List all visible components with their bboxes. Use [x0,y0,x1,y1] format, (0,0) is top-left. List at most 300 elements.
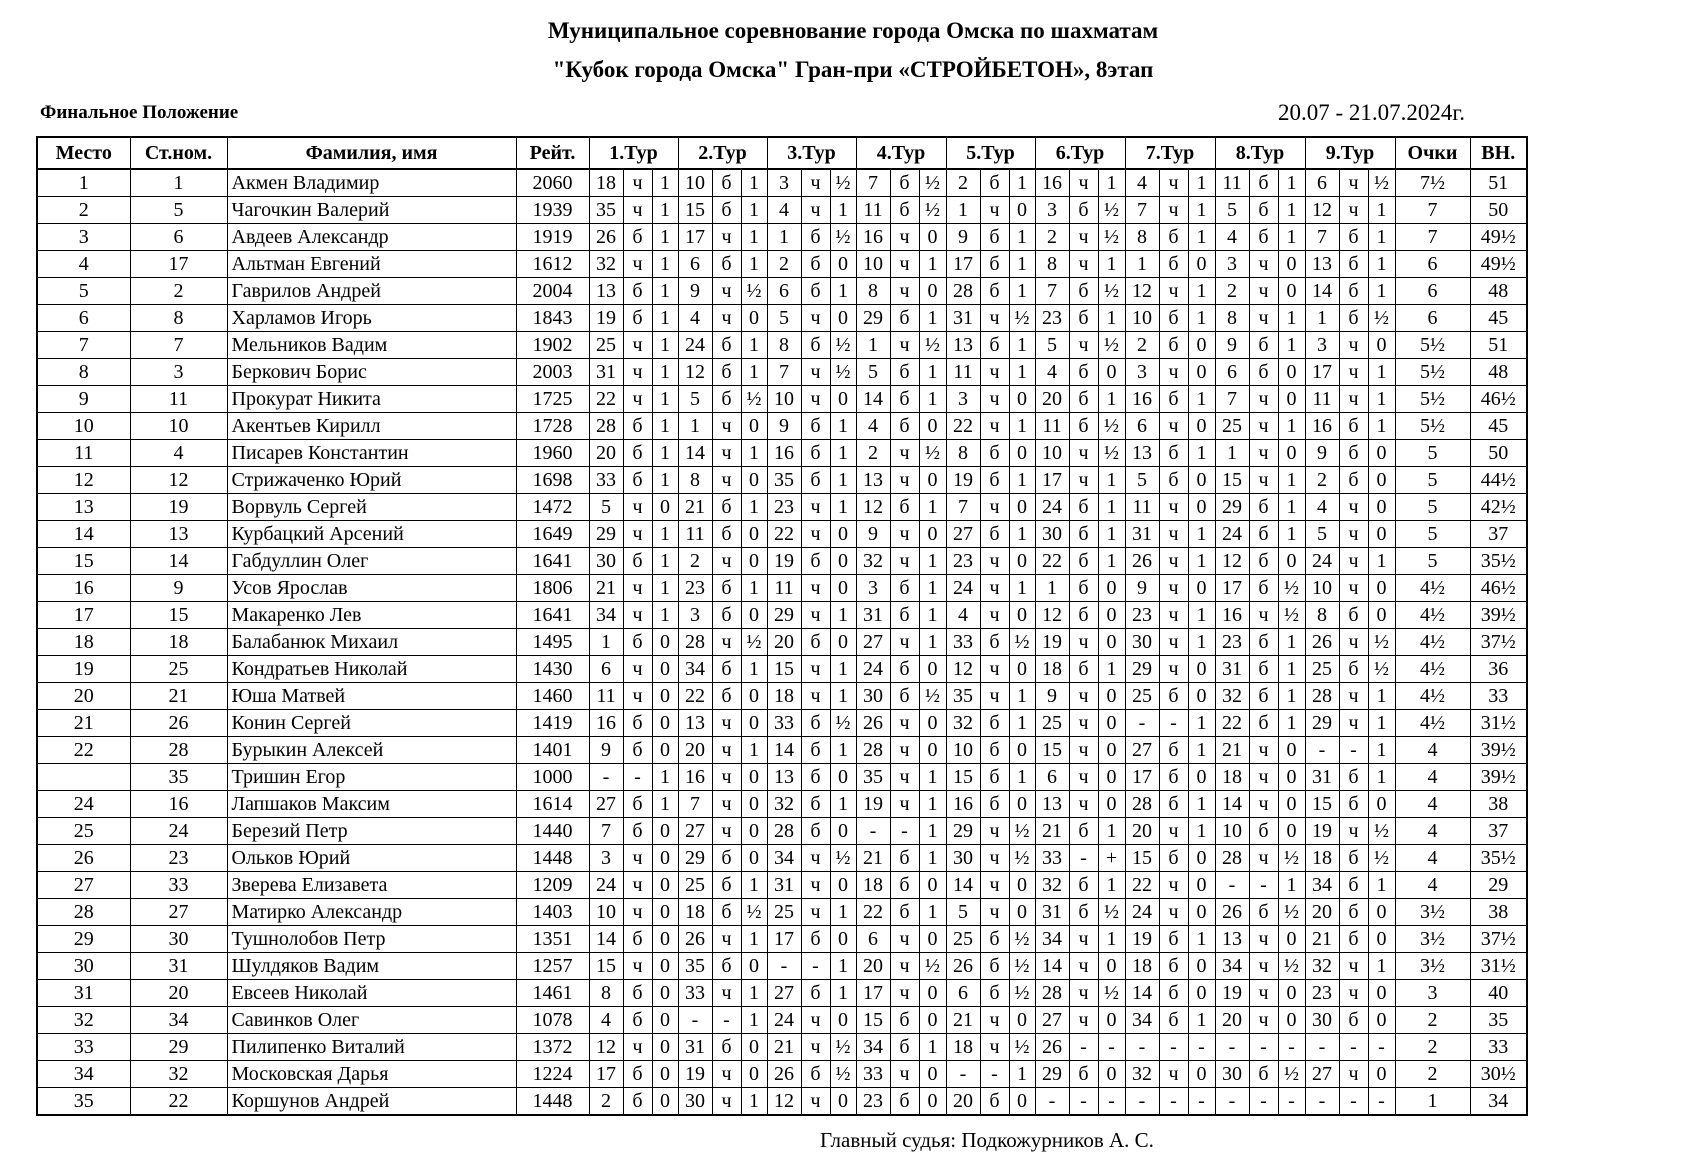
round-color-cell: ч [623,386,652,413]
round-color-cell: б [1159,980,1188,1007]
round-result-cell: 1 [830,656,856,683]
points-cell: 5 [1395,548,1470,575]
round-opponent-cell: 29 [1125,656,1159,683]
round-opponent-cell: 12 [946,656,980,683]
tiebreak-cell: 45 [1470,413,1527,440]
round-color-cell: ч [712,737,741,764]
round-opponent-cell: 8 [1125,224,1159,251]
round-result-cell: 1 [1188,818,1215,845]
round-result-cell: ½ [1098,899,1125,926]
round-result-cell: 0 [919,413,946,440]
header-round-1: 1.Тур [589,137,678,169]
rating-cell: 1419 [516,710,589,737]
round-color-cell: ч [801,575,830,602]
round-opponent-cell: 12 [767,1088,801,1116]
round-opponent-cell: 19 [678,1061,712,1088]
header-round-2: 2.Тур [678,137,767,169]
round-color-cell: б [1069,872,1098,899]
round-result-cell: 0 [1009,494,1035,521]
player-name-cell: Харламов Игорь [227,305,516,332]
round-opponent-cell: 21 [767,1034,801,1061]
round-result-cell: 1 [652,521,678,548]
round-color-cell: ч [1249,386,1278,413]
rating-cell: 1902 [516,332,589,359]
round-color-cell: б [623,791,652,818]
round-result-cell: 0 [652,737,678,764]
header-points: Очки [1395,137,1470,169]
round-opponent-cell: 14 [1215,791,1249,818]
round-color-cell: ч [1069,926,1098,953]
round-result-cell: 0 [652,629,678,656]
round-result-cell: ½ [1009,1034,1035,1061]
round-result-cell: ½ [1009,629,1035,656]
round-color-cell: ч [890,251,919,278]
round-result-cell: 1 [1009,251,1035,278]
table-row [37,169,1527,197]
round-opponent-cell: 28 [946,278,980,305]
round-color-cell: ч [801,169,830,197]
round-opponent-cell: 7 [1215,386,1249,413]
place-cell: 3 [37,224,130,251]
round-opponent-cell: 26 [589,224,623,251]
points-cell: 6 [1395,278,1470,305]
player-name-cell: Курбацкий Арсений [227,521,516,548]
round-result-cell: 0 [1009,548,1035,575]
round-opponent-cell: 8 [678,467,712,494]
round-result-cell: 0 [741,791,767,818]
rating-cell: 1372 [516,1034,589,1061]
round-opponent-cell: 5 [678,386,712,413]
round-color-cell: ч [1339,629,1368,656]
tiebreak-cell: 46½ [1470,386,1527,413]
start-number-cell: 16 [130,791,227,818]
round-opponent-cell: 10 [767,386,801,413]
tiebreak-cell: 45 [1470,305,1527,332]
round-result-cell: 1 [1368,359,1395,386]
round-result-cell: ½ [830,332,856,359]
round-result-cell: 1 [652,305,678,332]
round-color-cell: б [712,494,741,521]
round-opponent-cell: 27 [946,521,980,548]
round-color-cell: б [1159,1007,1188,1034]
place-cell: 35 [37,1088,130,1116]
round-color-cell: б [890,305,919,332]
round-result-cell: 1 [1188,710,1215,737]
round-opponent-cell: 12 [1305,197,1339,224]
round-color-cell: б [890,197,919,224]
round-color-cell: ч [623,602,652,629]
round-opponent-cell: 23 [678,575,712,602]
round-result-cell: 0 [1368,332,1395,359]
round-color-cell: ч [801,1034,830,1061]
round-color-cell: ч [890,548,919,575]
player-name-cell: Шулдяков Вадим [227,953,516,980]
round-color-cell: ч [1069,440,1098,467]
round-color-cell: ч [1159,278,1188,305]
round-result-cell: 0 [1368,1061,1395,1088]
round-opponent-cell: 26 [1035,1034,1069,1061]
round-result-cell: 1 [652,575,678,602]
round-opponent-cell: 16 [1035,169,1069,197]
tiebreak-cell: 50 [1470,440,1527,467]
round-opponent-cell: 6 [946,980,980,1007]
round-color-cell: б [801,467,830,494]
round-color-cell: б [712,953,741,980]
round-result-cell: 0 [1368,791,1395,818]
round-result-cell: 0 [652,1034,678,1061]
tiebreak-cell: 31½ [1470,953,1527,980]
rating-cell: 2060 [516,169,589,197]
round-color-cell: ч [1249,980,1278,1007]
round-color-cell: б [890,899,919,926]
round-opponent-cell: 22 [856,899,890,926]
place-cell: 13 [37,494,130,521]
round-opponent-cell: - [1035,1088,1069,1116]
round-opponent-cell: 34 [767,845,801,872]
table-row [37,305,1527,332]
round-color-cell: ч [890,791,919,818]
round-opponent-cell: 14 [589,926,623,953]
round-result-cell: 1 [1188,926,1215,953]
tiebreak-cell: 37½ [1470,629,1527,656]
subtitle: Финальное Положение [40,102,239,123]
round-result-cell: 1 [1098,494,1125,521]
round-color-cell: - [1069,1034,1098,1061]
round-result-cell: 0 [1278,737,1305,764]
tiebreak-cell: 49½ [1470,224,1527,251]
rating-cell: 1000 [516,764,589,791]
round-opponent-cell: 23 [1125,602,1159,629]
round-opponent-cell: 34 [678,656,712,683]
table-row [37,467,1527,494]
round-color-cell: ч [1339,683,1368,710]
round-color-cell: - [1069,845,1098,872]
round-result-cell: ½ [919,440,946,467]
round-opponent-cell: 30 [589,548,623,575]
round-result-cell: ½ [830,1061,856,1088]
round-color-cell: ч [980,899,1009,926]
round-opponent-cell: 21 [856,845,890,872]
round-color-cell: ч [980,494,1009,521]
round-opponent-cell: 33 [589,467,623,494]
tiebreak-cell: 38 [1470,791,1527,818]
round-color-cell: ч [980,575,1009,602]
round-opponent-cell: 26 [856,710,890,737]
table-row [37,548,1527,575]
place-cell: 7 [37,332,130,359]
round-opponent-cell: 32 [856,548,890,575]
round-color-cell: ч [623,656,652,683]
tiebreak-cell: 36 [1470,656,1527,683]
table-row [37,737,1527,764]
round-result-cell: 0 [1009,602,1035,629]
round-color-cell: ч [623,899,652,926]
round-opponent-cell: 19 [1215,980,1249,1007]
round-color-cell: б [1249,818,1278,845]
round-color-cell: б [1069,602,1098,629]
player-name-cell: Альтман Евгений [227,251,516,278]
round-color-cell: ч [801,683,830,710]
round-result-cell: 1 [1368,737,1395,764]
round-result-cell: 0 [741,521,767,548]
round-color-cell: б [801,629,830,656]
round-color-cell: б [890,872,919,899]
round-color-cell: б [712,332,741,359]
round-color-cell: ч [1069,467,1098,494]
round-result-cell: 1 [1098,818,1125,845]
round-opponent-cell: 4 [1305,494,1339,521]
round-opponent-cell: 2 [1305,467,1339,494]
round-color-cell: ч [890,467,919,494]
round-result-cell: 0 [741,602,767,629]
round-result-cell: 0 [1009,440,1035,467]
round-result-cell: - [1188,1088,1215,1116]
round-result-cell: 0 [1278,548,1305,575]
round-color-cell: б [1339,764,1368,791]
round-opponent-cell: 33 [856,1061,890,1088]
round-result-cell: 0 [1009,872,1035,899]
round-opponent-cell: 17 [946,251,980,278]
round-color-cell: б [890,494,919,521]
round-color-cell: б [1249,656,1278,683]
round-result-cell: 1 [1098,386,1125,413]
round-color-cell: ч [712,1061,741,1088]
round-opponent-cell: 5 [856,359,890,386]
round-result-cell: 1 [1278,683,1305,710]
round-result-cell: ½ [830,359,856,386]
points-cell: 5 [1395,521,1470,548]
round-result-cell: 0 [1098,1061,1125,1088]
round-result-cell: 1 [652,791,678,818]
player-name-cell: Березий Петр [227,818,516,845]
round-opponent-cell: 30 [1125,629,1159,656]
round-color-cell: б [1339,224,1368,251]
round-color-cell: ч [712,926,741,953]
round-opponent-cell: 20 [1035,386,1069,413]
header-round-7: 7.Тур [1125,137,1215,169]
rating-cell: 1698 [516,467,589,494]
round-color-cell: б [980,953,1009,980]
tiebreak-cell: 33 [1470,683,1527,710]
round-color-cell: б [1249,224,1278,251]
round-result-cell: 1 [1368,386,1395,413]
round-result-cell: 1 [1278,332,1305,359]
round-color-cell: ч [1339,818,1368,845]
round-result-cell: - [1278,1088,1305,1116]
round-color-cell: б [712,845,741,872]
table-row [37,926,1527,953]
place-cell: 34 [37,1061,130,1088]
round-result-cell: 1 [1098,548,1125,575]
round-opponent-cell: 3 [678,602,712,629]
round-color-cell: ч [1159,548,1188,575]
round-result-cell: 0 [830,386,856,413]
round-opponent-cell: 11 [946,359,980,386]
table-row [37,1088,1527,1116]
round-result-cell: 0 [1098,575,1125,602]
round-color-cell: б [712,872,741,899]
table-row [37,413,1527,440]
place-cell: 12 [37,467,130,494]
round-result-cell: 1 [1188,197,1215,224]
round-opponent-cell: 27 [589,791,623,818]
round-opponent-cell: 31 [767,872,801,899]
points-cell: 4 [1395,818,1470,845]
round-result-cell: ½ [1368,629,1395,656]
round-result-cell: 0 [830,548,856,575]
table-row [37,818,1527,845]
round-opponent-cell: 19 [589,305,623,332]
round-result-cell: 0 [1009,197,1035,224]
round-opponent-cell: 3 [1125,359,1159,386]
round-result-cell: 1 [1278,521,1305,548]
player-name-cell: Балабанюк Михаил [227,629,516,656]
player-name-cell: Акентьев Кирилл [227,413,516,440]
round-opponent-cell: 28 [1305,683,1339,710]
round-opponent-cell: 25 [1035,710,1069,737]
round-color-cell: б [801,413,830,440]
round-result-cell: + [1098,845,1125,872]
round-opponent-cell: 2 [856,440,890,467]
round-opponent-cell: 16 [1125,386,1159,413]
round-opponent-cell: 5 [1305,521,1339,548]
round-result-cell: 0 [741,1061,767,1088]
round-color-cell: - [1339,1088,1368,1116]
round-result-cell: 0 [830,629,856,656]
round-opponent-cell: 16 [1305,413,1339,440]
round-result-cell: 0 [1188,575,1215,602]
round-result-cell: 0 [1278,791,1305,818]
round-result-cell: 0 [919,926,946,953]
round-color-cell: - [1159,1088,1188,1116]
round-result-cell: 0 [1098,764,1125,791]
points-cell: 4½ [1395,602,1470,629]
round-color-cell: б [1339,413,1368,440]
player-name-cell: Евсеев Николай [227,980,516,1007]
round-result-cell: 1 [919,629,946,656]
round-color-cell: б [890,1088,919,1116]
round-opponent-cell: 23 [1305,980,1339,1007]
header-name: Фамилия, имя [227,137,516,169]
round-result-cell: 0 [652,710,678,737]
round-result-cell: 1 [919,305,946,332]
points-cell: 5 [1395,467,1470,494]
player-name-cell: Пилипенко Виталий [227,1034,516,1061]
round-result-cell: 1 [830,602,856,629]
round-result-cell: ½ [1098,197,1125,224]
round-opponent-cell: 11 [589,683,623,710]
round-opponent-cell: 32 [1215,683,1249,710]
round-result-cell: 0 [1278,926,1305,953]
round-color-cell: ч [890,1061,919,1088]
round-color-cell: б [1159,791,1188,818]
round-result-cell: 1 [1188,169,1215,197]
round-opponent-cell: 34 [1035,926,1069,953]
round-opponent-cell: 23 [856,1088,890,1116]
round-opponent-cell: 3 [1035,197,1069,224]
round-result-cell: 1 [652,278,678,305]
round-opponent-cell: - [946,1061,980,1088]
round-opponent-cell: 20 [767,629,801,656]
round-color-cell: ч [801,872,830,899]
round-color-cell: б [712,251,741,278]
place-cell [37,764,130,791]
round-result-cell: 0 [1188,251,1215,278]
round-opponent-cell: 15 [678,197,712,224]
rating-cell: 1641 [516,602,589,629]
round-opponent-cell: 1 [767,224,801,251]
round-opponent-cell: 4 [1035,359,1069,386]
round-color-cell: ч [1339,197,1368,224]
round-result-cell: 1 [1009,683,1035,710]
round-color-cell: б [1339,602,1368,629]
round-opponent-cell: 17 [678,224,712,251]
round-opponent-cell: 32 [589,251,623,278]
header-tiebreak: ВН. [1470,137,1527,169]
round-color-cell: ч [623,332,652,359]
round-opponent-cell: 10 [1215,818,1249,845]
round-opponent-cell: 7 [767,359,801,386]
round-opponent-cell: 30 [1215,1061,1249,1088]
place-cell: 26 [37,845,130,872]
tiebreak-cell: 37½ [1470,926,1527,953]
round-color-cell: б [1159,926,1188,953]
start-number-cell: 35 [130,764,227,791]
round-result-cell: 0 [1278,764,1305,791]
round-color-cell: б [980,764,1009,791]
round-opponent-cell: 6 [1035,764,1069,791]
round-color-cell: - [801,953,830,980]
round-result-cell: ½ [830,169,856,197]
round-color-cell: ч [890,278,919,305]
round-opponent-cell: 31 [589,359,623,386]
round-color-cell: б [712,899,741,926]
round-color-cell: б [801,926,830,953]
round-color-cell: б [623,710,652,737]
round-opponent-cell: 31 [1125,521,1159,548]
round-result-cell: 0 [1188,683,1215,710]
round-result-cell: 1 [741,251,767,278]
round-result-cell: 0 [1098,791,1125,818]
round-result-cell: 0 [1098,629,1125,656]
tiebreak-cell: 31½ [1470,710,1527,737]
round-result-cell: 0 [1098,710,1125,737]
round-color-cell: ч [1159,899,1188,926]
round-result-cell: 0 [1278,386,1305,413]
player-name-cell: Авдеев Александр [227,224,516,251]
round-color-cell: ч [712,1088,741,1116]
round-color-cell: б [1069,548,1098,575]
round-color-cell: ч [1159,629,1188,656]
round-color-cell: б [1069,278,1098,305]
round-color-cell: б [1069,413,1098,440]
header-round-8: 8.Тур [1215,137,1305,169]
round-result-cell: ½ [1098,413,1125,440]
round-result-cell: 1 [1188,386,1215,413]
round-color-cell: ч [1249,467,1278,494]
round-color-cell: б [801,818,830,845]
round-result-cell: 1 [741,169,767,197]
round-opponent-cell: 31 [1035,899,1069,926]
round-opponent-cell: 26 [678,926,712,953]
round-color-cell: б [1159,332,1188,359]
round-opponent-cell: 15 [1035,737,1069,764]
round-opponent-cell: 32 [1035,872,1069,899]
round-opponent-cell: 30 [1305,1007,1339,1034]
round-result-cell: 1 [919,818,946,845]
player-name-cell: Тушнолобов Петр [227,926,516,953]
round-color-cell: б [980,224,1009,251]
